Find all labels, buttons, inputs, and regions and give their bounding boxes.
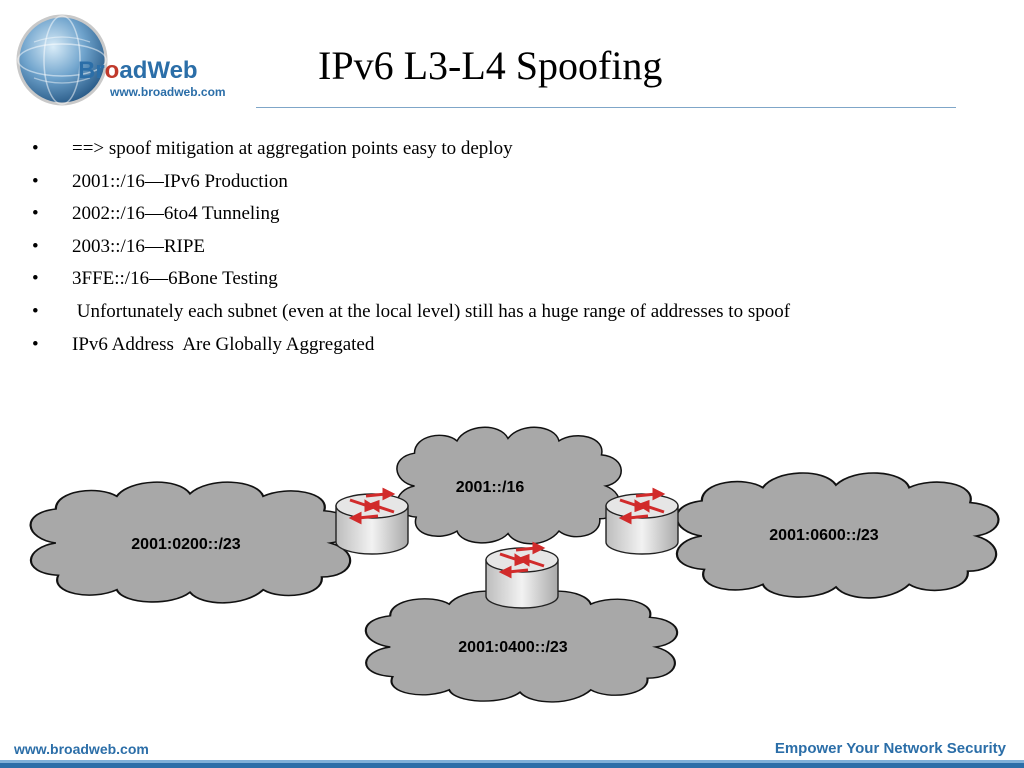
logo-text-o: o (104, 57, 120, 84)
cloud-label-left: 2001:0200::/23 (131, 536, 241, 553)
broadweb-logo (14, 12, 254, 108)
router-icon-left (336, 490, 408, 554)
logo-text-br: Br (78, 57, 105, 84)
title-divider (256, 107, 956, 108)
bullet-text: ==> spoof mitigation at aggregation points easy to deploy (72, 138, 513, 159)
bullet-item (32, 332, 790, 365)
cloud-label-right: 2001:0600::/23 (769, 527, 879, 544)
bullet-list (32, 136, 790, 364)
bullet-marker: • (32, 333, 39, 355)
bullet-marker: • (32, 268, 39, 290)
cloud-label-top: 2001::/16 (455, 479, 525, 496)
bullet-item (32, 299, 790, 332)
router-icon-center (486, 544, 558, 608)
bullet-marker: • (32, 170, 39, 192)
bullet-marker: • (32, 203, 39, 225)
bullet-item (32, 266, 790, 299)
cloud-label-bottom: 2001:0400::/23 (458, 639, 568, 656)
bullet-marker: • (32, 138, 39, 159)
bullet-item (32, 201, 790, 234)
bullet-text: 2003::/16—RIPE (72, 235, 206, 257)
logo-text-adweb: adWeb (119, 57, 198, 84)
bullet-marker: • (32, 300, 39, 322)
bullet-item (32, 234, 790, 267)
bullet-marker: • (32, 235, 39, 257)
footer-url: www.broadweb.com (14, 741, 149, 757)
bullet-text: 2002::/16—6to4 Tunneling (72, 203, 280, 225)
bullet-text: 3FFE::/16—6Bone Testing (72, 268, 278, 290)
bullet-text: Unfortunately each subnet (even at the local level) still has a huge range of addresses to spoof (72, 300, 791, 322)
bullet-item (32, 169, 790, 202)
bullet-text: IPv6 Address Are Globally Aggregated (72, 333, 375, 355)
svg-text:BroadWeb (78, 57, 198, 84)
network-diagram (0, 420, 1024, 720)
slide-title: IPv6 L3-L4 Spoofing (318, 43, 663, 88)
logo-url: www.broadweb.com (110, 85, 226, 99)
footer-bar (0, 760, 1024, 768)
footer-slogan: Empower Your Network Security (774, 740, 1006, 757)
bullet-item (32, 136, 790, 169)
router-icon-right (606, 490, 678, 554)
bullet-text: 2001::/16—IPv6 Production (72, 170, 288, 192)
